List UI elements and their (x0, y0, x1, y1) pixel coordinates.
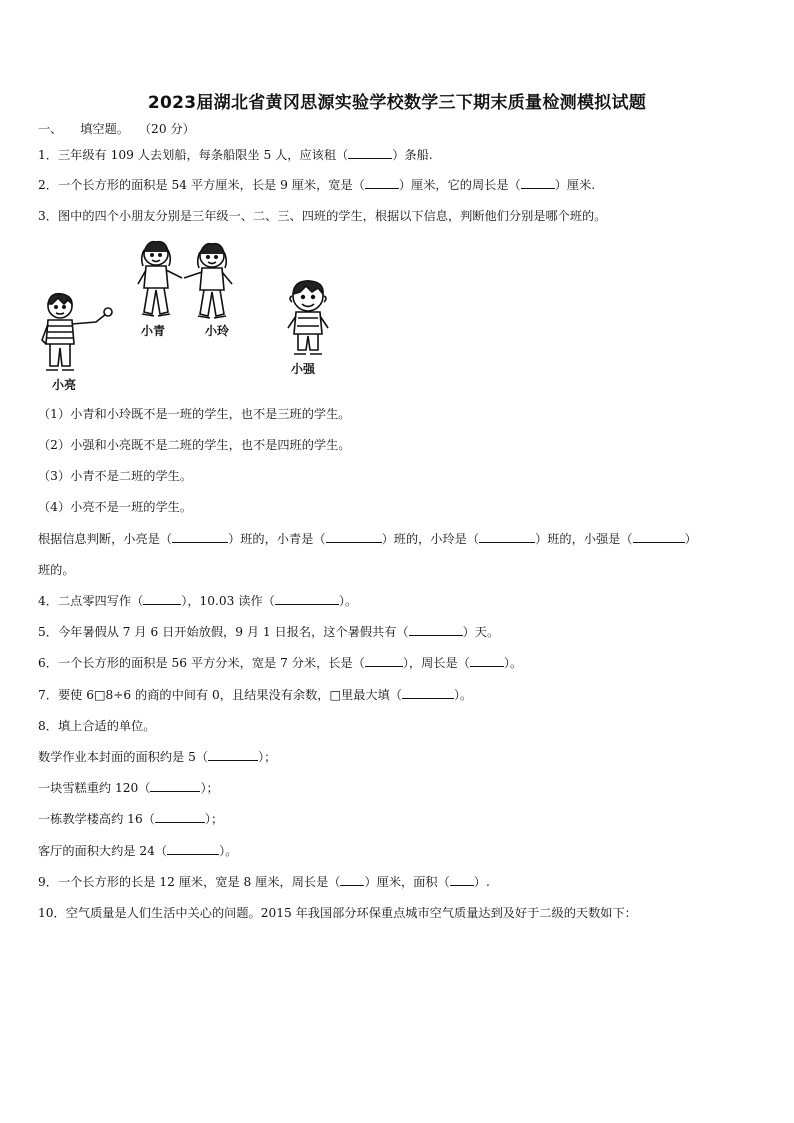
q3-answer-text: 根据信息判断，小亮是（ (38, 532, 173, 546)
q3-answer-text: ）班的，小强是（ (535, 532, 633, 546)
q8-line-2 (38, 780, 219, 796)
q3-clue-1: （1）小青和小玲既不是一班的学生，也不是三班的学生。 (38, 407, 351, 421)
page-title: 2023届湖北省黄冈思源实验学校数学三下期末质量检测模拟试题 (147, 93, 647, 113)
answer-blank[interactable] (633, 531, 685, 543)
section-score: （20 分） (138, 122, 195, 136)
answer-blank[interactable] (521, 177, 555, 189)
answer-blank[interactable] (340, 874, 364, 886)
xiaoliang-illustration (40, 292, 120, 376)
q8-line-3 (38, 811, 223, 827)
section-name: 填空题。 (80, 122, 129, 136)
answer-blank[interactable] (402, 687, 454, 699)
q4-text-end: ）。 (338, 594, 358, 608)
answer-blank[interactable] (143, 593, 181, 605)
q4-text-mid: ），10.03 读作（ (181, 594, 275, 608)
question-3-stem: 3．图中的四个小朋友分别是三年级一、二、三、四班的学生，根据以下信息，判断他们分别是哪个班的。 (38, 209, 607, 223)
answer-blank[interactable] (167, 843, 219, 855)
q8-text-end: ）。 (219, 844, 238, 858)
q2-text-mid: ）厘米，它的周长是（ (398, 178, 521, 192)
section-number: 一、 (38, 122, 63, 136)
answer-blank[interactable] (326, 531, 382, 543)
q6-text-mid: ），周长是（ (402, 656, 470, 670)
q3-clue-3: （3）小青不是二班的学生。 (38, 469, 193, 483)
q6-text-end: ）。 (503, 656, 523, 670)
question-5 (38, 624, 499, 640)
q3-answer-line (38, 531, 697, 547)
question-2 (38, 177, 595, 193)
answer-blank[interactable] (150, 780, 200, 792)
q8-text: 一块雪糕重约 120（ (38, 781, 151, 795)
question-4 (38, 593, 357, 609)
q2-text: 2．一个长方形的面积是 54 平方厘米，长是 9 厘米，宽是（ (38, 178, 365, 192)
answer-blank[interactable] (275, 593, 339, 605)
q3-answer-text: ） (684, 532, 697, 546)
question-8-stem: 8．填上合适的单位。 (38, 719, 156, 733)
q7-text-end: ）。 (453, 688, 473, 702)
q8-text: 数学作业本封面的面积约是 5（ (38, 750, 209, 764)
q8-text-end: ）； (204, 812, 224, 826)
answer-blank[interactable] (470, 655, 504, 667)
q9-text-end: ）. (473, 875, 490, 889)
q1-text-end: ）条船. (392, 148, 433, 162)
q2-text-end: ）厘米. (554, 178, 596, 192)
answer-blank[interactable] (208, 749, 258, 761)
answer-blank[interactable] (348, 147, 392, 159)
q3-answer-text: ）班的，小玲是（ (381, 532, 480, 546)
q6-text: 6．一个长方形的面积是 56 平方分米，宽是 7 分米，长是（ (38, 656, 365, 670)
answer-blank[interactable] (365, 177, 399, 189)
answer-blank[interactable] (172, 531, 228, 543)
question-10-stem: 10．空气质量是人们生活中关心的问题。2015 年我国部分环保重点城市空气质量达到及好于二级的天数如下： (38, 906, 637, 920)
q8-text: 一栋教学楼高约 16（ (38, 812, 155, 826)
label-xiaoqing: 小青 (141, 324, 166, 338)
two-girls-illustration (132, 240, 244, 326)
question-6 (38, 655, 522, 671)
q3-answer-text: ）班的，小青是（ (228, 532, 326, 546)
q5-text-end: ）天。 (462, 625, 500, 639)
label-xiaoliang: 小亮 (52, 378, 77, 392)
xiaoqiang-illustration (284, 278, 334, 358)
answer-blank[interactable] (365, 655, 403, 667)
question-1 (38, 147, 433, 163)
q8-text-end: ）； (258, 750, 277, 764)
label-xiaoqiang: 小强 (291, 362, 316, 376)
q9-text: 9．一个长方形的长是 12 厘米，宽是 8 厘米，周长是（ (38, 875, 341, 889)
q3-answer-tail: 班的。 (38, 563, 75, 577)
question-7 (38, 687, 472, 703)
q9-text-mid: ）厘米，面积（ (364, 875, 450, 889)
q3-clue-2: （2）小强和小亮既不是二班的学生，也不是四班的学生。 (38, 438, 351, 452)
q7-text: 7．要使 6□8÷6 的商的中间有 0，且结果没有余数，□里最大填（ (38, 688, 402, 702)
q8-text-end: ）； (200, 781, 219, 795)
q8-line-4 (38, 843, 237, 859)
answer-blank[interactable] (479, 531, 535, 543)
question-9 (38, 874, 490, 890)
q8-line-1 (38, 749, 276, 765)
q8-text: 客厅的面积大约是 24（ (38, 844, 168, 858)
answer-blank[interactable] (450, 874, 474, 886)
q4-text: 4．二点零四写作（ (38, 594, 144, 608)
q1-text: 1．三年级有 109 人去划船，每条船限坐 5 人，应该租（ (38, 148, 349, 162)
answer-blank[interactable] (409, 624, 463, 636)
answer-blank[interactable] (155, 811, 205, 823)
label-xiaoling: 小玲 (205, 324, 230, 338)
q5-text: 5．今年暑假从 7 月 6 日开始放假，9 月 1 日报名，这个暑假共有（ (38, 625, 409, 639)
q3-clue-4: （4）小亮不是一班的学生。 (38, 500, 193, 514)
section-heading (38, 121, 195, 137)
